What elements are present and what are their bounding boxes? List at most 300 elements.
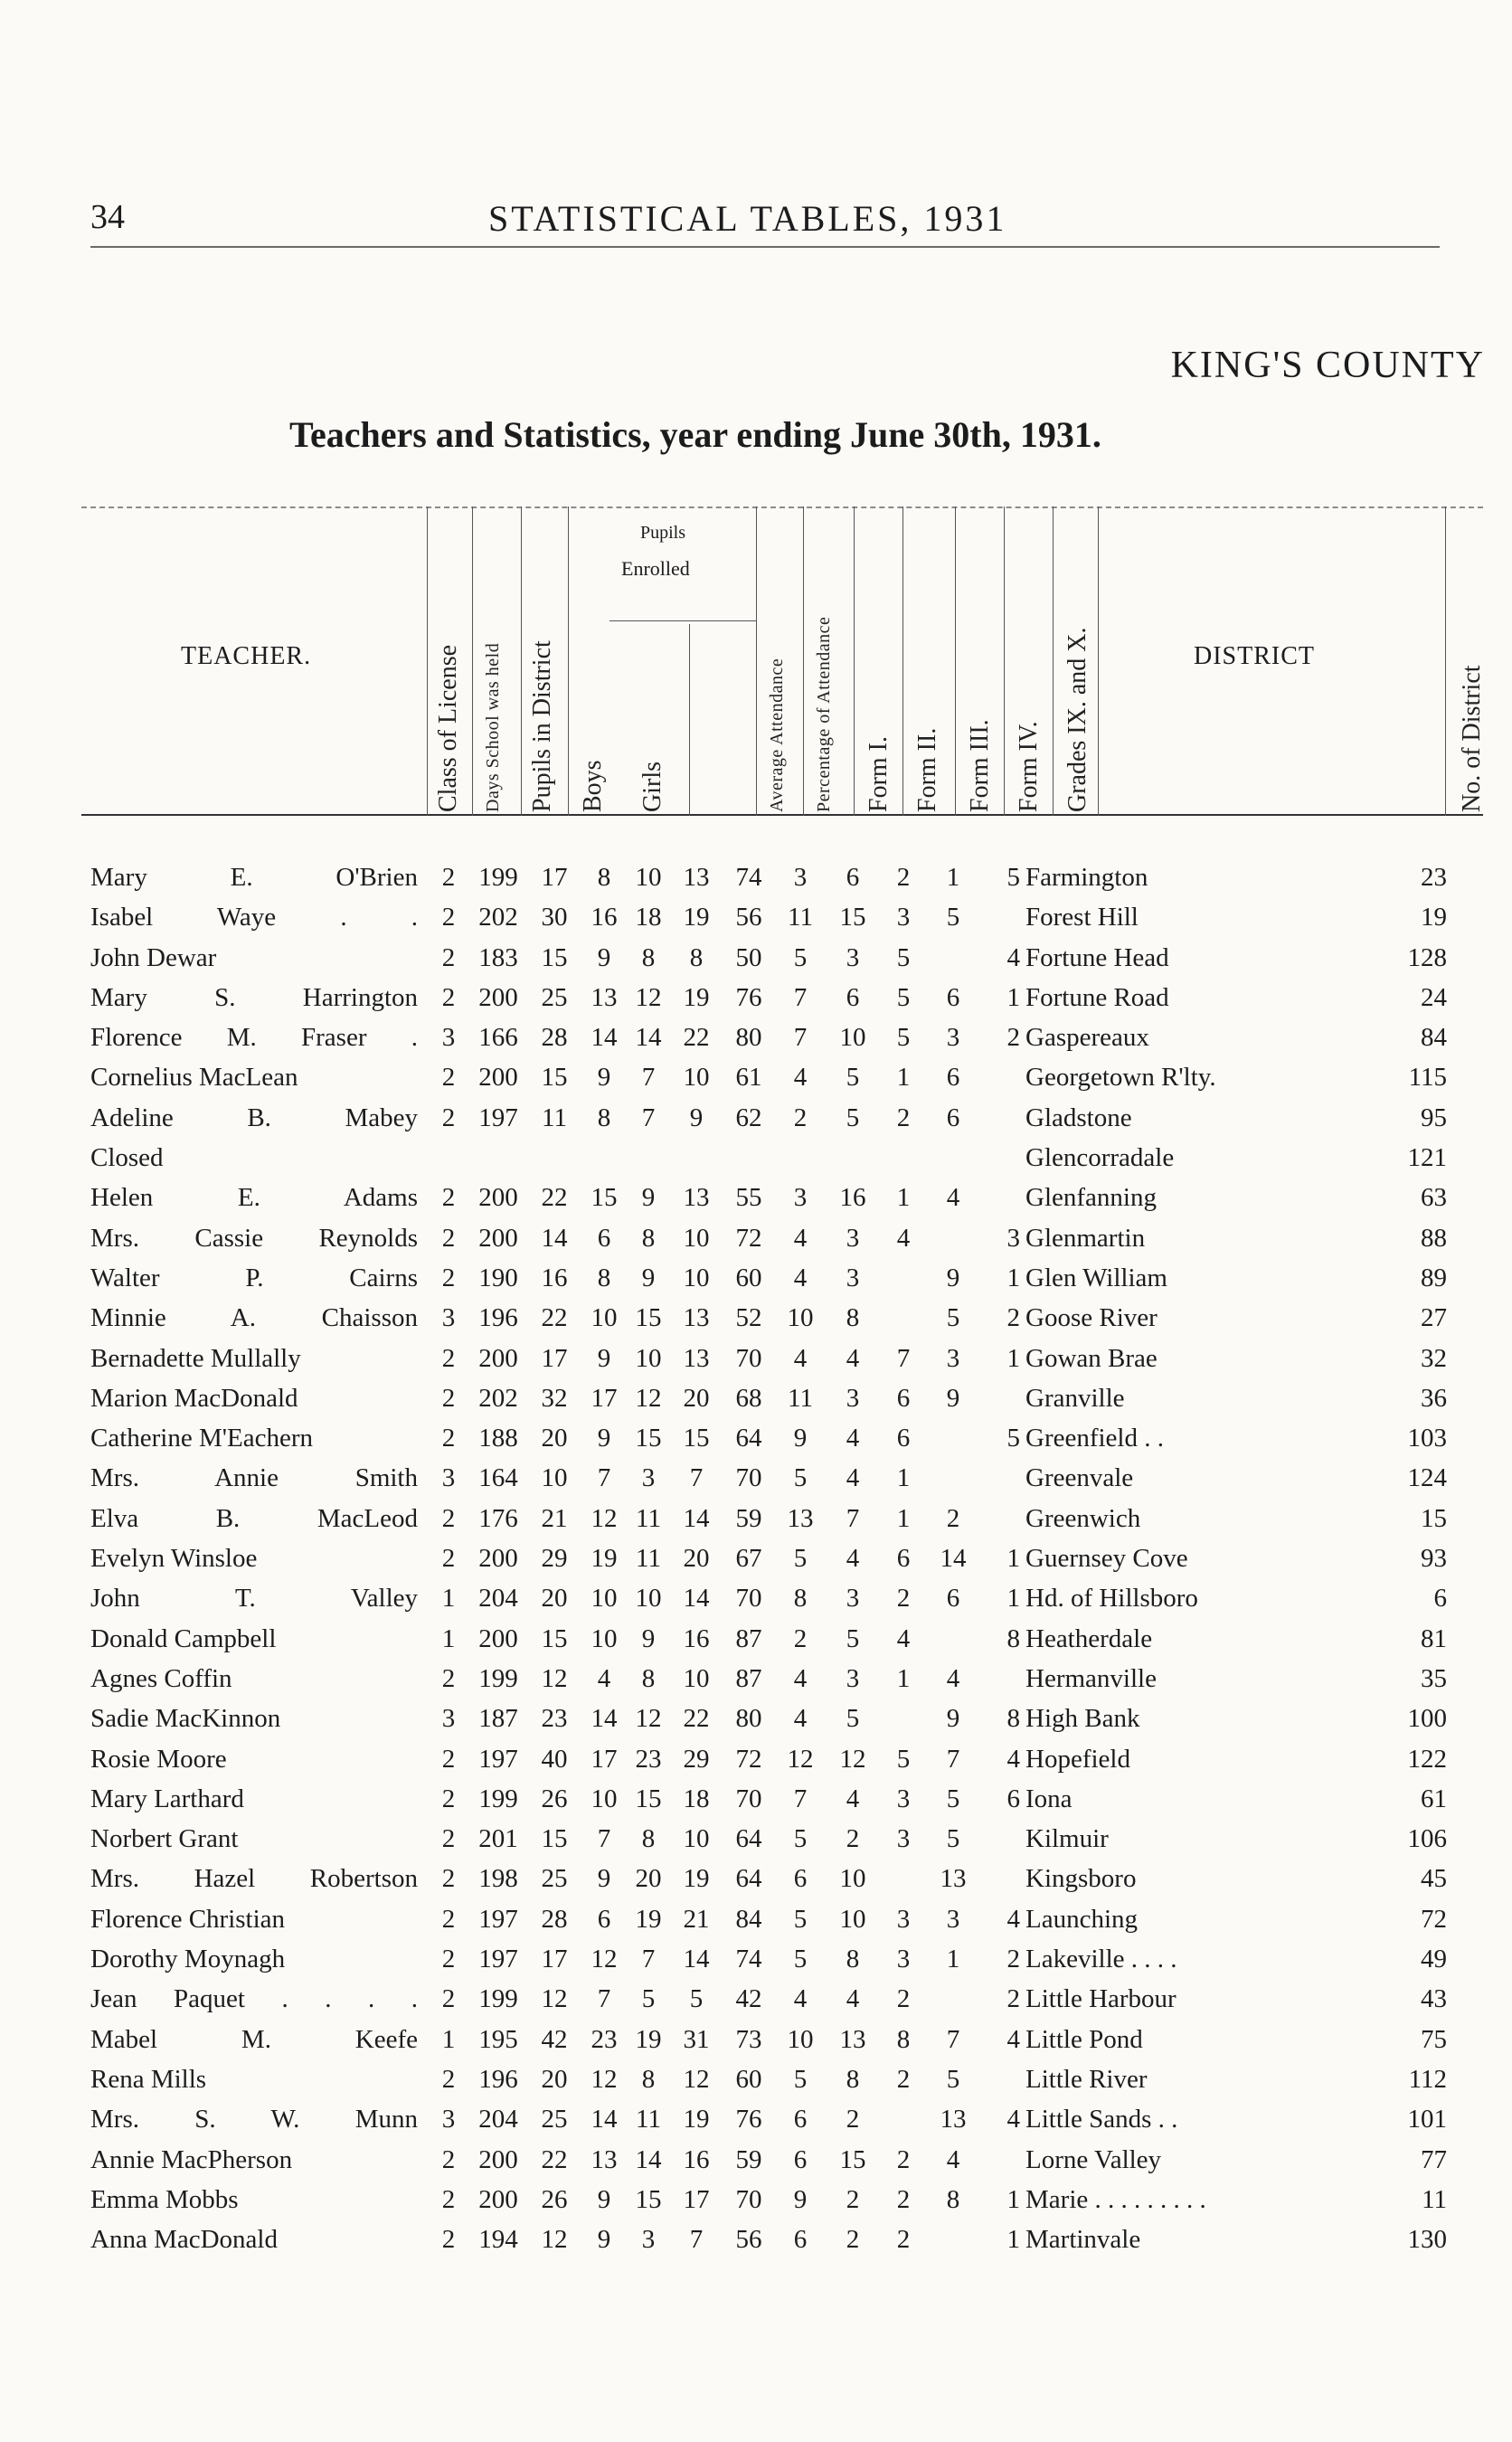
teacher-name: Agnes Coffin [90, 1663, 232, 1693]
district-number: 88 [1421, 1223, 1447, 1253]
average-attendance: 20 [683, 1383, 710, 1413]
percentage-attendance: 68 [735, 1383, 762, 1413]
boys-enrolled: 9 [597, 1864, 611, 1894]
grades-count: 1 [1006, 2225, 1020, 2255]
form-2-count: 8 [846, 1303, 860, 1333]
girls-enrolled: 14 [635, 1023, 662, 1053]
grades-count: 4 [1006, 1904, 1020, 1934]
teacher-name: Rosie Moore [90, 1744, 227, 1774]
table-row [90, 1659, 1501, 1699]
table-row [90, 1258, 1501, 1298]
district-name: High Bank [1025, 1704, 1140, 1734]
average-attendance: 10 [683, 1824, 710, 1854]
table-subtitle: Teachers and Statistics, year ending June 30th, 1931. [289, 414, 1101, 455]
form-3-count: 6 [896, 1544, 911, 1574]
grades-count: 8 [1006, 1704, 1020, 1734]
column-divider [427, 506, 428, 816]
class-of-license: 2 [441, 1864, 456, 1894]
form-2-count: 2 [846, 2184, 860, 2214]
district-number: 19 [1421, 903, 1447, 932]
boys-enrolled: 6 [597, 1904, 611, 1934]
teacher-name: Florence M. Fraser . [90, 1023, 418, 1053]
district-number: 11 [1422, 2184, 1447, 2214]
district-name: Greenwich [1025, 1503, 1141, 1533]
form-1-header: Form I. [865, 736, 893, 812]
column-divider [689, 624, 690, 816]
form-4-count: 13 [940, 2105, 967, 2134]
percentage-attendance: 52 [735, 1303, 762, 1333]
class-of-license: 2 [441, 2064, 456, 2094]
table-row [90, 2020, 1501, 2059]
column-divider [1004, 506, 1005, 816]
class-of-license: 2 [441, 2144, 456, 2174]
percentage-attendance: 67 [735, 1544, 762, 1574]
grades-count: 4 [1006, 1744, 1020, 1774]
district-number: 77 [1421, 2144, 1447, 2174]
district-name: Guernsey Cove [1025, 1544, 1188, 1574]
boys-enrolled: 10 [591, 1303, 618, 1333]
teacher-name: Elva B. MacLeod [90, 1503, 418, 1533]
girls-enrolled: 15 [635, 1424, 662, 1453]
form-3-count: 2 [896, 2144, 911, 2174]
table-row [90, 1339, 1501, 1378]
class-of-license: 2 [441, 2184, 456, 2214]
form-3-count: 5 [896, 1023, 911, 1053]
form-3-count: 5 [896, 1744, 911, 1774]
form-2-count: 10 [839, 1904, 866, 1934]
form-2-count: 5 [846, 1704, 860, 1734]
boys-enrolled: 23 [591, 2024, 618, 2054]
form-1-count: 7 [793, 982, 808, 1012]
percentage-attendance: 72 [735, 1223, 762, 1253]
form-4-count: 5 [946, 1824, 960, 1854]
days-held: 200 [478, 1223, 518, 1253]
pupils-in-district: 22 [541, 1183, 568, 1213]
teacher-name: Florence Christian [90, 1904, 286, 1934]
percentage-attendance: 76 [735, 982, 762, 1012]
table-row [90, 1819, 1501, 1859]
days-held: 204 [478, 1584, 518, 1614]
page-number: 34 [90, 198, 125, 236]
form-4-count: 6 [946, 1584, 960, 1614]
pupils-in-district: 10 [541, 1463, 568, 1493]
percentage-attendance: 70 [735, 1784, 762, 1813]
form-3-count: 2 [896, 863, 911, 892]
teacher-name: Mrs. S. W. Munn [90, 2105, 418, 2134]
form-3-count: 6 [896, 1424, 911, 1453]
girls-enrolled: 10 [635, 1584, 662, 1614]
column-divider [521, 506, 522, 816]
district-name: Marie . . . . . . . . . [1025, 2184, 1206, 2214]
form-4-count: 1 [946, 863, 960, 892]
percentage-attendance: 56 [735, 2225, 762, 2255]
boys-enrolled: 13 [591, 2144, 618, 2174]
boys-enrolled: 8 [597, 1263, 611, 1292]
percentage-attendance: 80 [735, 1023, 762, 1053]
form-2-count: 4 [846, 1984, 860, 2014]
girls-enrolled: 3 [641, 1463, 656, 1493]
boys-enrolled: 12 [591, 1945, 618, 1974]
pupils-in-district: 23 [541, 1704, 568, 1734]
district-name: Kingsboro [1025, 1864, 1137, 1894]
table-row [90, 2220, 1501, 2259]
header-bottom-rule [81, 814, 1483, 816]
district-number: 43 [1421, 1984, 1447, 2014]
girls-enrolled: 11 [636, 1503, 661, 1533]
days-held: 197 [478, 1945, 518, 1974]
percentage-attendance: 70 [735, 1463, 762, 1493]
boys-enrolled: 9 [597, 1063, 611, 1093]
form-2-count: 2 [846, 2225, 860, 2255]
form-1-count: 8 [793, 1584, 808, 1614]
table-row [90, 1538, 1501, 1578]
boys-enrolled: 9 [597, 2225, 611, 2255]
table-row [90, 2180, 1501, 2220]
grades-count: 3 [1006, 1223, 1020, 1253]
form-2-count: 10 [839, 1023, 866, 1053]
form-1-count: 5 [793, 1463, 808, 1493]
form-4-count: 13 [940, 1864, 967, 1894]
form-3-count: 4 [896, 1223, 911, 1253]
district-number: 45 [1421, 1864, 1447, 1894]
girls-enrolled: 5 [641, 1984, 656, 2014]
form-4-count: 8 [946, 2184, 960, 2214]
grades-count: 1 [1006, 1544, 1020, 1574]
teacher-name: Closed [90, 1143, 164, 1173]
form-2-count: 6 [846, 982, 860, 1012]
district-number: 49 [1421, 1945, 1447, 1974]
district-name: Glen William [1025, 1263, 1167, 1292]
percentage-attendance: 72 [735, 1744, 762, 1774]
form-1-count: 13 [787, 1503, 814, 1533]
teacher-name: Mary Larthard [90, 1784, 244, 1813]
form-4-count: 3 [946, 1023, 960, 1053]
column-divider [1098, 506, 1099, 816]
teacher-name: Mrs. Hazel Robertson [90, 1864, 418, 1894]
form-1-count: 5 [793, 2064, 808, 2094]
form-1-count: 2 [793, 1103, 808, 1132]
percentage-attendance: 59 [735, 2144, 762, 2174]
pupils-in-district: 21 [541, 1503, 568, 1533]
average-attendance: 20 [683, 1544, 710, 1574]
boys-enrolled: 10 [591, 1623, 618, 1653]
class-of-license: 2 [441, 1744, 456, 1774]
boys-enrolled: 19 [591, 1544, 618, 1574]
form-3-count: 1 [896, 1463, 911, 1493]
days-held: 197 [478, 1744, 518, 1774]
teacher-name: Annie MacPherson [90, 2144, 293, 2174]
teacher-name: Emma Mobbs [90, 2184, 239, 2214]
form-2-count: 8 [846, 1945, 860, 1974]
girls-enrolled: 7 [641, 1063, 656, 1093]
average-attendance: 8 [689, 942, 704, 972]
boys-enrolled: 12 [591, 2064, 618, 2094]
days-held: 194 [478, 2225, 518, 2255]
days-held: 200 [478, 1623, 518, 1653]
form-4-count: 7 [946, 1744, 960, 1774]
form-4-count: 5 [946, 1303, 960, 1333]
days-held: 198 [478, 1864, 518, 1894]
form-3-count: 3 [896, 1904, 911, 1934]
average-attendance: 13 [683, 1183, 710, 1213]
pupils-in-district-header: Pupils in District [528, 640, 556, 812]
form-2-count: 4 [846, 1343, 860, 1373]
district-name: Little River [1025, 2064, 1148, 2094]
form-4-count: 14 [940, 1544, 967, 1574]
form-1-count: 11 [788, 903, 813, 932]
pupils-in-district: 14 [541, 1223, 568, 1253]
form-3-count: 2 [896, 2064, 911, 2094]
form-3-count: 2 [896, 2184, 911, 2214]
form-4-count: 1 [946, 1945, 960, 1974]
pupils-in-district: 25 [541, 2105, 568, 2134]
teacher-name: Helen E. Adams [90, 1183, 418, 1213]
girls-enrolled: 15 [635, 1303, 662, 1333]
district-column-header: DISTRICT [1194, 642, 1315, 670]
girls-enrolled: 8 [641, 942, 656, 972]
class-of-license: 2 [441, 1663, 456, 1693]
table-row [90, 1779, 1501, 1819]
percentage-attendance: 74 [735, 863, 762, 892]
average-attendance: 7 [689, 2225, 704, 2255]
average-attendance: 7 [689, 1463, 704, 1493]
table-row [90, 1699, 1501, 1738]
form-4-count: 9 [946, 1704, 960, 1734]
percentage-attendance-header: Percentage of Attendance [814, 616, 834, 812]
form-1-count: 7 [793, 1023, 808, 1053]
enrolled-header: Enrolled [621, 557, 690, 580]
days-held: 166 [478, 1023, 518, 1053]
form-2-count: 5 [846, 1103, 860, 1132]
form-2-count: 3 [846, 942, 860, 972]
days-held: 202 [478, 903, 518, 932]
pupils-in-district: 25 [541, 982, 568, 1012]
form-2-count: 12 [839, 1744, 866, 1774]
girls-enrolled: 9 [641, 1623, 656, 1653]
class-of-license: 2 [441, 1383, 456, 1413]
form-1-count: 10 [787, 2024, 814, 2054]
teacher-name: Cornelius MacLean [90, 1063, 298, 1093]
class-of-license: 2 [441, 1503, 456, 1533]
district-name: Hd. of Hillsboro [1025, 1584, 1198, 1614]
district-name: Granville [1025, 1383, 1125, 1413]
girls-enrolled: 12 [635, 1704, 662, 1734]
form-1-count: 4 [793, 1984, 808, 2014]
grades-count: 5 [1006, 1424, 1020, 1453]
table-row [90, 897, 1501, 937]
pupils-in-district: 22 [541, 1303, 568, 1333]
percentage-attendance: 59 [735, 1503, 762, 1533]
district-name: Georgetown R'lty. [1025, 1063, 1216, 1093]
grades-count: 1 [1006, 982, 1020, 1012]
teacher-name: Walter P. Cairns [90, 1263, 418, 1292]
days-held: 200 [478, 1544, 518, 1574]
district-number: 100 [1407, 1704, 1447, 1734]
pupils-in-district: 15 [541, 942, 568, 972]
pupils-in-district: 12 [541, 1663, 568, 1693]
form-4-count: 9 [946, 1263, 960, 1292]
form-3-count: 2 [896, 1103, 911, 1132]
table-row [90, 1619, 1501, 1659]
district-name: Fortune Road [1025, 982, 1169, 1012]
boys-enrolled: 7 [597, 1463, 611, 1493]
district-name: Greenfield . . [1025, 1424, 1164, 1453]
class-of-license: 2 [441, 1223, 456, 1253]
teacher-name: Mary S. Harrington [90, 982, 418, 1012]
grades-count: 2 [1006, 1945, 1020, 1974]
teacher-name: Donald Campbell [90, 1623, 277, 1653]
teacher-name: Mrs. Annie Smith [90, 1463, 418, 1493]
form-2-count: 6 [846, 863, 860, 892]
form-2-count: 4 [846, 1544, 860, 1574]
table-row [90, 1899, 1501, 1939]
form-4-count: 5 [946, 1784, 960, 1813]
boys-enrolled: 14 [591, 1704, 618, 1734]
table-row [90, 1298, 1501, 1338]
district-name: Martinvale [1025, 2225, 1141, 2255]
boys-enrolled: 17 [591, 1744, 618, 1774]
district-number: 15 [1421, 1503, 1447, 1533]
girls-enrolled: 15 [635, 2184, 662, 2214]
district-number: 61 [1421, 1784, 1447, 1813]
district-name: Little Harbour [1025, 1984, 1177, 2014]
grades-count: 8 [1006, 1623, 1020, 1653]
class-of-license: 3 [441, 1704, 456, 1734]
teacher-name: Adeline B. Mabey [90, 1103, 418, 1132]
grades-count: 1 [1006, 1584, 1020, 1614]
girls-enrolled: 14 [635, 2144, 662, 2174]
form-2-count: 2 [846, 1824, 860, 1854]
class-of-license: 1 [441, 1623, 456, 1653]
girls-enrolled: 18 [635, 903, 662, 932]
days-held: 200 [478, 1063, 518, 1093]
girls-enrolled: 8 [641, 1223, 656, 1253]
grades-count: 4 [1006, 942, 1020, 972]
table-row [90, 1138, 1501, 1178]
district-name: Launching [1025, 1904, 1139, 1934]
form-3-count: 4 [896, 1623, 911, 1653]
form-3-count: 5 [896, 982, 911, 1012]
average-attendance: 12 [683, 2064, 710, 2094]
girls-enrolled: 12 [635, 1383, 662, 1413]
form-2-count: 4 [846, 1424, 860, 1453]
form-3-count: 3 [896, 903, 911, 932]
district-number: 95 [1421, 1103, 1447, 1132]
form-4-count: 7 [946, 2024, 960, 2054]
girls-enrolled: 10 [635, 863, 662, 892]
table-row [90, 2140, 1501, 2180]
percentage-attendance: 87 [735, 1663, 762, 1693]
form-2-count: 3 [846, 1263, 860, 1292]
days-held: 188 [478, 1424, 518, 1453]
column-divider [756, 506, 757, 816]
teacher-name: Mary E. O'Brien [90, 863, 418, 892]
girls-enrolled: 20 [635, 1864, 662, 1894]
form-4-count: 9 [946, 1383, 960, 1413]
class-of-license: 2 [441, 1103, 456, 1132]
district-number: 103 [1407, 1424, 1447, 1453]
pupils-in-district: 15 [541, 1824, 568, 1854]
form-3-count: 7 [896, 1343, 911, 1373]
average-attendance: 17 [683, 2184, 710, 2214]
days-held: 197 [478, 1904, 518, 1934]
form-3-count: 3 [896, 1824, 911, 1854]
grades-count: 1 [1006, 2184, 1020, 2214]
column-divider [902, 506, 903, 816]
class-of-license: 2 [441, 1544, 456, 1574]
teacher-name: Rena Mills [90, 2064, 207, 2094]
district-number: 6 [1433, 1584, 1447, 1614]
average-attendance: 14 [683, 1503, 710, 1533]
percentage-attendance: 56 [735, 903, 762, 932]
girls-header: Girls [638, 762, 666, 812]
days-held: 200 [478, 2184, 518, 2214]
average-attendance: 13 [683, 863, 710, 892]
teacher-name: Mrs. Cassie Reynolds [90, 1223, 418, 1253]
form-2-count: 16 [839, 1183, 866, 1213]
form-1-count: 4 [793, 1663, 808, 1693]
district-name: Fortune Head [1025, 942, 1169, 972]
form-4-count: 6 [946, 982, 960, 1012]
table-row [90, 2099, 1501, 2139]
days-held: 199 [478, 863, 518, 892]
class-of-license: 1 [441, 2024, 456, 2054]
days-held: 202 [478, 1383, 518, 1413]
table-row [90, 1218, 1501, 1258]
form-1-count: 4 [793, 1263, 808, 1292]
girls-enrolled: 7 [641, 1945, 656, 1974]
boys-enrolled: 9 [597, 1343, 611, 1373]
girls-enrolled: 19 [635, 1904, 662, 1934]
girls-enrolled: 9 [641, 1183, 656, 1213]
column-divider [1445, 506, 1446, 816]
average-attendance: 29 [683, 1744, 710, 1774]
district-name: Little Sands . . [1025, 2105, 1178, 2134]
class-of-license: 3 [441, 1023, 456, 1053]
district-number: 81 [1421, 1623, 1447, 1653]
class-of-license: 2 [441, 863, 456, 892]
form-2-count: 5 [846, 1063, 860, 1093]
percentage-attendance: 64 [735, 1824, 762, 1854]
boys-enrolled: 10 [591, 1784, 618, 1813]
table-row [90, 1378, 1501, 1418]
district-name: Gaspereaux [1025, 1023, 1149, 1053]
county-title: KING'S COUNTY [1170, 345, 1485, 386]
form-3-count: 3 [896, 1945, 911, 1974]
average-attendance: 18 [683, 1784, 710, 1813]
boys-enrolled: 9 [597, 1424, 611, 1453]
header-top-rule [81, 506, 1483, 508]
average-attendance: 10 [683, 1223, 710, 1253]
average-attendance: 10 [683, 1063, 710, 1093]
district-number: 121 [1407, 1143, 1447, 1173]
district-number: 115 [1408, 1063, 1447, 1093]
percentage-attendance: 60 [735, 2064, 762, 2094]
district-number: 23 [1421, 863, 1447, 892]
table-row [90, 1939, 1501, 1979]
grades-count: 1 [1006, 1343, 1020, 1373]
table-row [90, 978, 1501, 1018]
class-of-license: 2 [441, 1063, 456, 1093]
pupils-in-district: 40 [541, 1744, 568, 1774]
grades-count: 2 [1006, 1984, 1020, 2014]
grades-count: 4 [1006, 2024, 1020, 2054]
form-3-count: 1 [896, 1063, 911, 1093]
days-held: 199 [478, 1663, 518, 1693]
pupils-in-district: 20 [541, 1424, 568, 1453]
pupils-in-district: 29 [541, 1544, 568, 1574]
district-number: 24 [1421, 982, 1447, 1012]
